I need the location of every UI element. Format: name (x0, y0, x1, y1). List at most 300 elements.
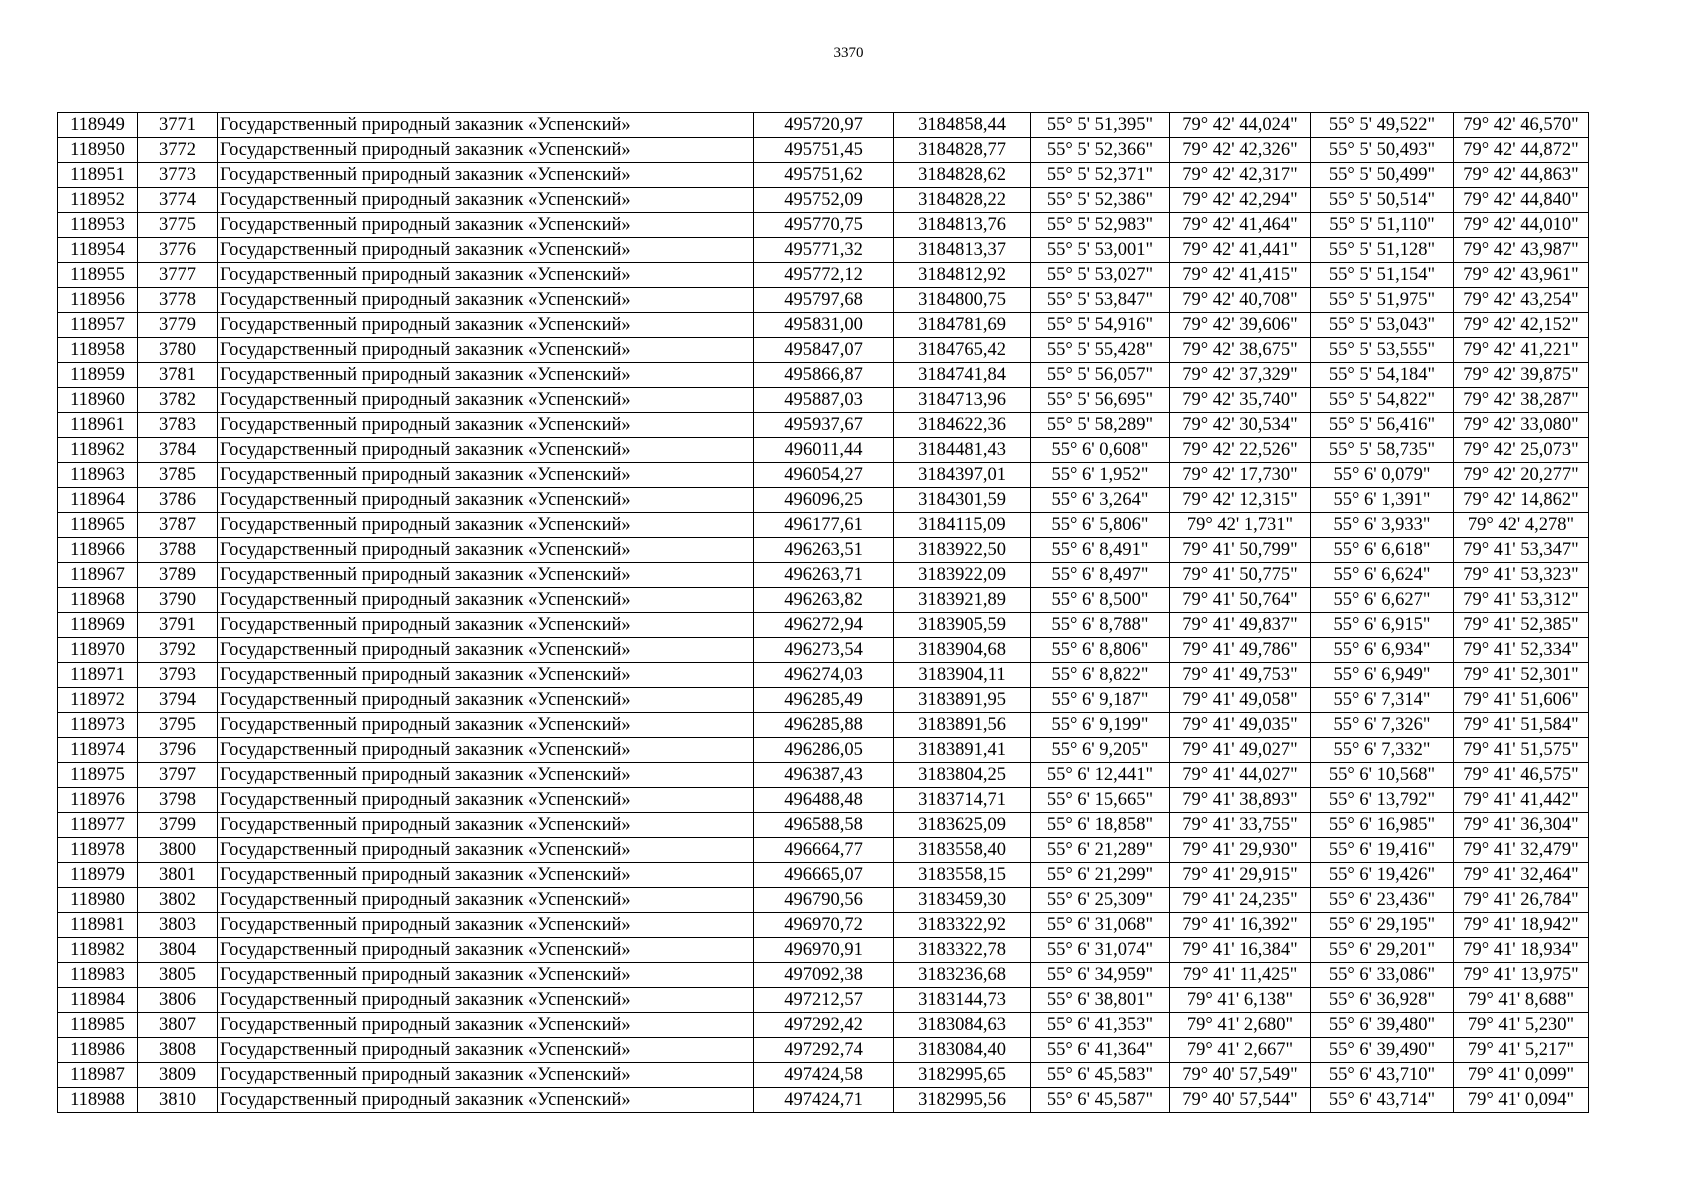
longitude-2-cell: 79° 42' 14,862" (1454, 488, 1589, 513)
longitude-2-cell: 79° 41' 26,784" (1454, 888, 1589, 913)
reserve-name-cell: Государственный природный заказник «Успенский» (218, 938, 754, 963)
x-coordinate-cell: 496263,71 (754, 563, 894, 588)
y-coordinate-cell: 3183891,95 (894, 688, 1031, 713)
y-coordinate-cell: 3182995,56 (894, 1088, 1031, 1113)
longitude-1-cell: 79° 42' 42,317" (1170, 163, 1311, 188)
y-coordinate-cell: 3184813,37 (894, 238, 1031, 263)
latitude-2-cell: 55° 6' 33,086" (1311, 963, 1454, 988)
latitude-1-cell: 55° 5' 51,395" (1031, 113, 1170, 138)
x-coordinate-cell: 495770,75 (754, 213, 894, 238)
x-coordinate-cell: 495720,97 (754, 113, 894, 138)
reserve-name-cell: Государственный природный заказник «Успенский» (218, 988, 754, 1013)
y-coordinate-cell: 3183922,50 (894, 538, 1031, 563)
latitude-1-cell: 55° 6' 1,952" (1031, 463, 1170, 488)
point-number-cell: 3801 (138, 863, 218, 888)
longitude-1-cell: 79° 41' 11,425" (1170, 963, 1311, 988)
longitude-2-cell: 79° 42' 25,073" (1454, 438, 1589, 463)
row-id-cell: 118982 (58, 938, 138, 963)
longitude-2-cell: 79° 42' 38,287" (1454, 388, 1589, 413)
row-id-cell: 118976 (58, 788, 138, 813)
table-row (58, 538, 1589, 563)
y-coordinate-cell: 3183714,71 (894, 788, 1031, 813)
longitude-1-cell: 79° 41' 16,384" (1170, 938, 1311, 963)
latitude-2-cell: 55° 6' 7,332" (1311, 738, 1454, 763)
y-coordinate-cell: 3184622,36 (894, 413, 1031, 438)
latitude-2-cell: 55° 6' 39,480" (1311, 1013, 1454, 1038)
row-id-cell: 118965 (58, 513, 138, 538)
longitude-2-cell: 79° 41' 46,575" (1454, 763, 1589, 788)
y-coordinate-cell: 3182995,65 (894, 1063, 1031, 1088)
longitude-2-cell: 79° 41' 5,230" (1454, 1013, 1589, 1038)
row-id-cell: 118970 (58, 638, 138, 663)
longitude-2-cell: 79° 42' 43,961" (1454, 263, 1589, 288)
longitude-1-cell: 79° 42' 22,526" (1170, 438, 1311, 463)
latitude-2-cell: 55° 6' 43,710" (1311, 1063, 1454, 1088)
latitude-1-cell: 55° 6' 18,858" (1031, 813, 1170, 838)
x-coordinate-cell: 496285,88 (754, 713, 894, 738)
y-coordinate-cell: 3183558,40 (894, 838, 1031, 863)
y-coordinate-cell: 3183891,56 (894, 713, 1031, 738)
latitude-2-cell: 55° 5' 50,493" (1311, 138, 1454, 163)
latitude-1-cell: 55° 6' 25,309" (1031, 888, 1170, 913)
point-number-cell: 3798 (138, 788, 218, 813)
y-coordinate-cell: 3183144,73 (894, 988, 1031, 1013)
longitude-2-cell: 79° 42' 44,863" (1454, 163, 1589, 188)
table-row (58, 863, 1589, 888)
row-id-cell: 118949 (58, 113, 138, 138)
x-coordinate-cell: 497092,38 (754, 963, 894, 988)
table-row (58, 138, 1589, 163)
latitude-1-cell: 55° 5' 53,027" (1031, 263, 1170, 288)
longitude-2-cell: 79° 41' 13,975" (1454, 963, 1589, 988)
y-coordinate-cell: 3184397,01 (894, 463, 1031, 488)
point-number-cell: 3781 (138, 363, 218, 388)
reserve-name-cell: Государственный природный заказник «Успенский» (218, 363, 754, 388)
longitude-2-cell: 79° 41' 8,688" (1454, 988, 1589, 1013)
longitude-2-cell: 79° 42' 42,152" (1454, 313, 1589, 338)
point-number-cell: 3787 (138, 513, 218, 538)
row-id-cell: 118958 (58, 338, 138, 363)
latitude-2-cell: 55° 5' 51,154" (1311, 263, 1454, 288)
y-coordinate-cell: 3183625,09 (894, 813, 1031, 838)
y-coordinate-cell: 3183891,41 (894, 738, 1031, 763)
table-row (58, 188, 1589, 213)
table-row (58, 488, 1589, 513)
latitude-2-cell: 55° 5' 51,110" (1311, 213, 1454, 238)
reserve-name-cell: Государственный природный заказник «Успенский» (218, 388, 754, 413)
reserve-name-cell: Государственный природный заказник «Успенский» (218, 763, 754, 788)
latitude-1-cell: 55° 6' 8,822" (1031, 663, 1170, 688)
latitude-1-cell: 55° 6' 21,289" (1031, 838, 1170, 863)
latitude-1-cell: 55° 5' 58,289" (1031, 413, 1170, 438)
latitude-2-cell: 55° 6' 19,426" (1311, 863, 1454, 888)
latitude-2-cell: 55° 5' 54,822" (1311, 388, 1454, 413)
x-coordinate-cell: 496273,54 (754, 638, 894, 663)
point-number-cell: 3785 (138, 463, 218, 488)
latitude-1-cell: 55° 6' 8,806" (1031, 638, 1170, 663)
longitude-2-cell: 79° 42' 43,254" (1454, 288, 1589, 313)
point-number-cell: 3794 (138, 688, 218, 713)
point-number-cell: 3783 (138, 413, 218, 438)
row-id-cell: 118952 (58, 188, 138, 213)
table-row (58, 463, 1589, 488)
latitude-1-cell: 55° 6' 0,608" (1031, 438, 1170, 463)
y-coordinate-cell: 3184713,96 (894, 388, 1031, 413)
table-row (58, 1088, 1589, 1113)
row-id-cell: 118975 (58, 763, 138, 788)
latitude-1-cell: 55° 6' 38,801" (1031, 988, 1170, 1013)
latitude-2-cell: 55° 5' 50,514" (1311, 188, 1454, 213)
longitude-1-cell: 79° 41' 50,799" (1170, 538, 1311, 563)
latitude-2-cell: 55° 6' 39,490" (1311, 1038, 1454, 1063)
point-number-cell: 3799 (138, 813, 218, 838)
table-row (58, 788, 1589, 813)
latitude-1-cell: 55° 6' 9,205" (1031, 738, 1170, 763)
longitude-2-cell: 79° 41' 41,442" (1454, 788, 1589, 813)
point-number-cell: 3797 (138, 763, 218, 788)
longitude-1-cell: 79° 41' 38,893" (1170, 788, 1311, 813)
reserve-name-cell: Государственный природный заказник «Успенский» (218, 713, 754, 738)
x-coordinate-cell: 496970,91 (754, 938, 894, 963)
table-row (58, 688, 1589, 713)
table-row (58, 238, 1589, 263)
latitude-2-cell: 55° 6' 6,618" (1311, 538, 1454, 563)
point-number-cell: 3772 (138, 138, 218, 163)
x-coordinate-cell: 496177,61 (754, 513, 894, 538)
y-coordinate-cell: 3184800,75 (894, 288, 1031, 313)
latitude-1-cell: 55° 6' 9,187" (1031, 688, 1170, 713)
latitude-1-cell: 55° 5' 52,983" (1031, 213, 1170, 238)
longitude-2-cell: 79° 42' 4,278" (1454, 513, 1589, 538)
table-row (58, 713, 1589, 738)
x-coordinate-cell: 496011,44 (754, 438, 894, 463)
point-number-cell: 3795 (138, 713, 218, 738)
x-coordinate-cell: 497292,42 (754, 1013, 894, 1038)
longitude-2-cell: 79° 41' 0,094" (1454, 1088, 1589, 1113)
point-number-cell: 3786 (138, 488, 218, 513)
reserve-name-cell: Государственный природный заказник «Успенский» (218, 663, 754, 688)
longitude-1-cell: 79° 42' 39,606" (1170, 313, 1311, 338)
row-id-cell: 118957 (58, 313, 138, 338)
longitude-1-cell: 79° 41' 50,775" (1170, 563, 1311, 588)
latitude-1-cell: 55° 5' 52,371" (1031, 163, 1170, 188)
x-coordinate-cell: 496263,51 (754, 538, 894, 563)
point-number-cell: 3805 (138, 963, 218, 988)
reserve-name-cell: Государственный природный заказник «Успенский» (218, 888, 754, 913)
table-row (58, 513, 1589, 538)
latitude-2-cell: 55° 6' 7,326" (1311, 713, 1454, 738)
reserve-name-cell: Государственный природный заказник «Успенский» (218, 613, 754, 638)
row-id-cell: 118964 (58, 488, 138, 513)
longitude-1-cell: 79° 41' 49,035" (1170, 713, 1311, 738)
latitude-2-cell: 55° 6' 29,201" (1311, 938, 1454, 963)
reserve-name-cell: Государственный природный заказник «Успенский» (218, 813, 754, 838)
x-coordinate-cell: 496096,25 (754, 488, 894, 513)
table-row (58, 563, 1589, 588)
row-id-cell: 118956 (58, 288, 138, 313)
longitude-2-cell: 79° 42' 41,221" (1454, 338, 1589, 363)
latitude-1-cell: 55° 6' 3,264" (1031, 488, 1170, 513)
latitude-2-cell: 55° 6' 16,985" (1311, 813, 1454, 838)
latitude-2-cell: 55° 6' 7,314" (1311, 688, 1454, 713)
latitude-2-cell: 55° 6' 1,391" (1311, 488, 1454, 513)
table-row (58, 963, 1589, 988)
longitude-1-cell: 79° 41' 49,058" (1170, 688, 1311, 713)
table-row (58, 288, 1589, 313)
x-coordinate-cell: 497292,74 (754, 1038, 894, 1063)
longitude-2-cell: 79° 41' 52,334" (1454, 638, 1589, 663)
reserve-name-cell: Государственный природный заказник «Успенский» (218, 188, 754, 213)
point-number-cell: 3802 (138, 888, 218, 913)
latitude-2-cell: 55° 5' 54,184" (1311, 363, 1454, 388)
row-id-cell: 118963 (58, 463, 138, 488)
latitude-1-cell: 55° 6' 8,497" (1031, 563, 1170, 588)
reserve-name-cell: Государственный природный заказник «Успенский» (218, 438, 754, 463)
point-number-cell: 3777 (138, 263, 218, 288)
table-row (58, 213, 1589, 238)
longitude-1-cell: 79° 41' 49,027" (1170, 738, 1311, 763)
y-coordinate-cell: 3183084,63 (894, 1013, 1031, 1038)
longitude-2-cell: 79° 41' 52,385" (1454, 613, 1589, 638)
longitude-2-cell: 79° 41' 51,606" (1454, 688, 1589, 713)
latitude-2-cell: 55° 6' 10,568" (1311, 763, 1454, 788)
row-id-cell: 118950 (58, 138, 138, 163)
reserve-name-cell: Государственный природный заказник «Успенский» (218, 113, 754, 138)
x-coordinate-cell: 496664,77 (754, 838, 894, 863)
longitude-1-cell: 79° 42' 40,708" (1170, 288, 1311, 313)
y-coordinate-cell: 3183558,15 (894, 863, 1031, 888)
point-number-cell: 3810 (138, 1088, 218, 1113)
longitude-1-cell: 79° 42' 41,464" (1170, 213, 1311, 238)
y-coordinate-cell: 3183921,89 (894, 588, 1031, 613)
point-number-cell: 3804 (138, 938, 218, 963)
y-coordinate-cell: 3184828,22 (894, 188, 1031, 213)
longitude-1-cell: 79° 40' 57,544" (1170, 1088, 1311, 1113)
row-id-cell: 118954 (58, 238, 138, 263)
longitude-2-cell: 79° 42' 33,080" (1454, 413, 1589, 438)
row-id-cell: 118961 (58, 413, 138, 438)
latitude-2-cell: 55° 5' 56,416" (1311, 413, 1454, 438)
x-coordinate-cell: 496387,43 (754, 763, 894, 788)
table-row (58, 438, 1589, 463)
y-coordinate-cell: 3183905,59 (894, 613, 1031, 638)
table-row (58, 163, 1589, 188)
point-number-cell: 3788 (138, 538, 218, 563)
row-id-cell: 118974 (58, 738, 138, 763)
point-number-cell: 3806 (138, 988, 218, 1013)
y-coordinate-cell: 3184765,42 (894, 338, 1031, 363)
point-number-cell: 3800 (138, 838, 218, 863)
y-coordinate-cell: 3183322,78 (894, 938, 1031, 963)
x-coordinate-cell: 496285,49 (754, 688, 894, 713)
longitude-1-cell: 79° 40' 57,549" (1170, 1063, 1311, 1088)
reserve-name-cell: Государственный природный заказник «Успенский» (218, 863, 754, 888)
latitude-1-cell: 55° 5' 55,428" (1031, 338, 1170, 363)
reserve-name-cell: Государственный природный заказник «Успенский» (218, 238, 754, 263)
x-coordinate-cell: 495751,45 (754, 138, 894, 163)
row-id-cell: 118985 (58, 1013, 138, 1038)
latitude-2-cell: 55° 6' 6,915" (1311, 613, 1454, 638)
row-id-cell: 118966 (58, 538, 138, 563)
row-id-cell: 118962 (58, 438, 138, 463)
point-number-cell: 3778 (138, 288, 218, 313)
point-number-cell: 3790 (138, 588, 218, 613)
latitude-1-cell: 55° 5' 52,386" (1031, 188, 1170, 213)
table-row (58, 263, 1589, 288)
latitude-1-cell: 55° 6' 31,068" (1031, 913, 1170, 938)
reserve-name-cell: Государственный природный заказник «Успенский» (218, 513, 754, 538)
row-id-cell: 118987 (58, 1063, 138, 1088)
reserve-name-cell: Государственный природный заказник «Успенский» (218, 263, 754, 288)
longitude-2-cell: 79° 41' 32,464" (1454, 863, 1589, 888)
longitude-1-cell: 79° 41' 6,138" (1170, 988, 1311, 1013)
x-coordinate-cell: 495771,32 (754, 238, 894, 263)
y-coordinate-cell: 3183922,09 (894, 563, 1031, 588)
reserve-name-cell: Государственный природный заказник «Успенский» (218, 788, 754, 813)
latitude-2-cell: 55° 6' 6,627" (1311, 588, 1454, 613)
table-row (58, 988, 1589, 1013)
reserve-name-cell: Государственный природный заказник «Успенский» (218, 488, 754, 513)
x-coordinate-cell: 495797,68 (754, 288, 894, 313)
y-coordinate-cell: 3184481,43 (894, 438, 1031, 463)
longitude-1-cell: 79° 41' 24,235" (1170, 888, 1311, 913)
latitude-2-cell: 55° 6' 6,949" (1311, 663, 1454, 688)
point-number-cell: 3796 (138, 738, 218, 763)
longitude-1-cell: 79° 42' 42,294" (1170, 188, 1311, 213)
reserve-name-cell: Государственный природный заказник «Успенский» (218, 288, 754, 313)
x-coordinate-cell: 495751,62 (754, 163, 894, 188)
point-number-cell: 3791 (138, 613, 218, 638)
point-number-cell: 3803 (138, 913, 218, 938)
latitude-1-cell: 55° 6' 8,500" (1031, 588, 1170, 613)
y-coordinate-cell: 3183904,11 (894, 663, 1031, 688)
reserve-name-cell: Государственный природный заказник «Успенский» (218, 913, 754, 938)
longitude-2-cell: 79° 41' 18,934" (1454, 938, 1589, 963)
latitude-1-cell: 55° 6' 12,441" (1031, 763, 1170, 788)
table-row (58, 113, 1589, 138)
point-number-cell: 3792 (138, 638, 218, 663)
latitude-1-cell: 55° 6' 45,583" (1031, 1063, 1170, 1088)
latitude-1-cell: 55° 5' 56,057" (1031, 363, 1170, 388)
row-id-cell: 118977 (58, 813, 138, 838)
longitude-1-cell: 79° 41' 50,764" (1170, 588, 1311, 613)
latitude-2-cell: 55° 6' 36,928" (1311, 988, 1454, 1013)
reserve-name-cell: Государственный природный заказник «Успенский» (218, 338, 754, 363)
row-id-cell: 118979 (58, 863, 138, 888)
latitude-2-cell: 55° 6' 3,933" (1311, 513, 1454, 538)
table-row (58, 413, 1589, 438)
longitude-1-cell: 79° 41' 16,392" (1170, 913, 1311, 938)
reserve-name-cell: Государственный природный заказник «Успенский» (218, 838, 754, 863)
longitude-1-cell: 79° 42' 37,329" (1170, 363, 1311, 388)
x-coordinate-cell: 496790,56 (754, 888, 894, 913)
latitude-1-cell: 55° 6' 5,806" (1031, 513, 1170, 538)
longitude-2-cell: 79° 42' 44,872" (1454, 138, 1589, 163)
table-row (58, 1038, 1589, 1063)
longitude-2-cell: 79° 41' 53,347" (1454, 538, 1589, 563)
x-coordinate-cell: 495772,12 (754, 263, 894, 288)
latitude-2-cell: 55° 6' 13,792" (1311, 788, 1454, 813)
longitude-2-cell: 79° 42' 20,277" (1454, 463, 1589, 488)
latitude-1-cell: 55° 5' 54,916" (1031, 313, 1170, 338)
point-number-cell: 3773 (138, 163, 218, 188)
row-id-cell: 118973 (58, 713, 138, 738)
latitude-1-cell: 55° 6' 41,353" (1031, 1013, 1170, 1038)
longitude-1-cell: 79° 42' 42,326" (1170, 138, 1311, 163)
latitude-2-cell: 55° 6' 6,934" (1311, 638, 1454, 663)
reserve-name-cell: Государственный природный заказник «Успенский» (218, 1038, 754, 1063)
longitude-1-cell: 79° 42' 38,675" (1170, 338, 1311, 363)
point-number-cell: 3784 (138, 438, 218, 463)
latitude-1-cell: 55° 6' 9,199" (1031, 713, 1170, 738)
x-coordinate-cell: 496588,58 (754, 813, 894, 838)
x-coordinate-cell: 497424,58 (754, 1063, 894, 1088)
longitude-2-cell: 79° 41' 18,942" (1454, 913, 1589, 938)
row-id-cell: 118984 (58, 988, 138, 1013)
table-row (58, 1013, 1589, 1038)
longitude-2-cell: 79° 41' 0,099" (1454, 1063, 1589, 1088)
x-coordinate-cell: 496286,05 (754, 738, 894, 763)
point-number-cell: 3808 (138, 1038, 218, 1063)
reserve-name-cell: Государственный природный заказник «Успенский» (218, 313, 754, 338)
x-coordinate-cell: 496054,27 (754, 463, 894, 488)
row-id-cell: 118960 (58, 388, 138, 413)
longitude-1-cell: 79° 41' 44,027" (1170, 763, 1311, 788)
reserve-name-cell: Государственный природный заказник «Успенский» (218, 463, 754, 488)
longitude-1-cell: 79° 41' 29,915" (1170, 863, 1311, 888)
longitude-2-cell: 79° 42' 44,010" (1454, 213, 1589, 238)
x-coordinate-cell: 495847,07 (754, 338, 894, 363)
y-coordinate-cell: 3184812,92 (894, 263, 1031, 288)
point-number-cell: 3774 (138, 188, 218, 213)
row-id-cell: 118971 (58, 663, 138, 688)
row-id-cell: 118959 (58, 363, 138, 388)
point-number-cell: 3789 (138, 563, 218, 588)
latitude-1-cell: 55° 6' 8,491" (1031, 538, 1170, 563)
y-coordinate-cell: 3184813,76 (894, 213, 1031, 238)
row-id-cell: 118951 (58, 163, 138, 188)
latitude-1-cell: 55° 5' 53,847" (1031, 288, 1170, 313)
point-number-cell: 3771 (138, 113, 218, 138)
reserve-name-cell: Государственный природный заказник «Успенский» (218, 138, 754, 163)
point-number-cell: 3780 (138, 338, 218, 363)
point-number-cell: 3807 (138, 1013, 218, 1038)
longitude-1-cell: 79° 41' 49,753" (1170, 663, 1311, 688)
longitude-1-cell: 79° 41' 2,680" (1170, 1013, 1311, 1038)
longitude-1-cell: 79° 41' 49,786" (1170, 638, 1311, 663)
point-number-cell: 3809 (138, 1063, 218, 1088)
reserve-name-cell: Государственный природный заказник «Успенский» (218, 963, 754, 988)
table-row (58, 838, 1589, 863)
latitude-2-cell: 55° 5' 51,975" (1311, 288, 1454, 313)
point-number-cell: 3779 (138, 313, 218, 338)
point-number-cell: 3775 (138, 213, 218, 238)
latitude-1-cell: 55° 6' 21,299" (1031, 863, 1170, 888)
x-coordinate-cell: 496263,82 (754, 588, 894, 613)
row-id-cell: 118986 (58, 1038, 138, 1063)
x-coordinate-cell: 495887,03 (754, 388, 894, 413)
row-id-cell: 118968 (58, 588, 138, 613)
table-body (58, 113, 1589, 1113)
y-coordinate-cell: 3184301,59 (894, 488, 1031, 513)
table-row (58, 763, 1589, 788)
longitude-2-cell: 79° 42' 43,987" (1454, 238, 1589, 263)
point-number-cell: 3782 (138, 388, 218, 413)
y-coordinate-cell: 3184858,44 (894, 113, 1031, 138)
table-row (58, 1063, 1589, 1088)
x-coordinate-cell: 496970,72 (754, 913, 894, 938)
reserve-name-cell: Государственный природный заказник «Успенский» (218, 738, 754, 763)
